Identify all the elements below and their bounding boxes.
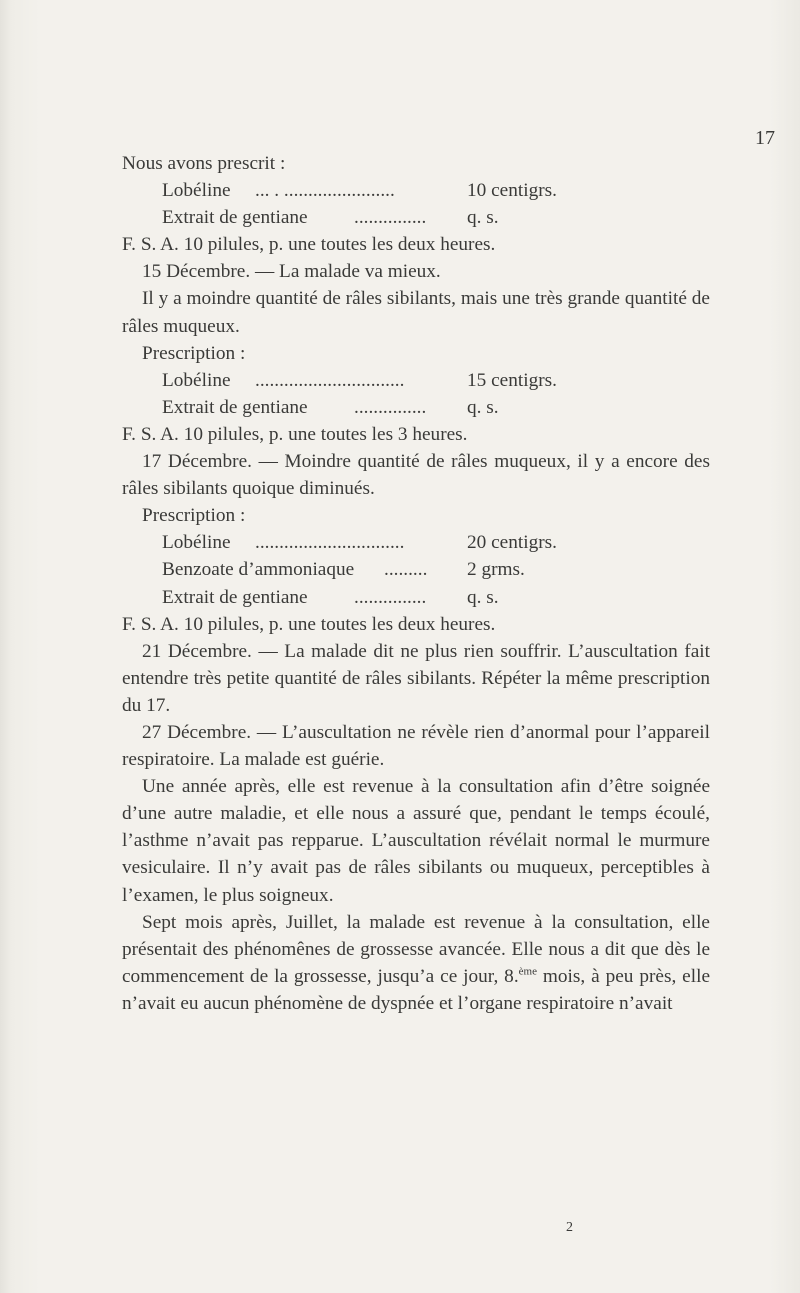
page-body [122,150,710,1017]
rx-leader: ............................... [255,369,405,391]
rx-item-qty: q. s. [467,396,499,418]
text-span: mois, à peu près, elle n’avait eu aucun phénomène de dyspnée et l’organe respiratoire n’avait [122,965,711,1014]
paragraph-21-dec: 21 Décembre. — La malade dit ne plus rien souffrir. L’auscultation fait entendre très petite quantité de râles sibilants. Répéter la même prescription du 17. [122,640,710,716]
rx-item-name: Extrait de gentiane [162,207,308,229]
rx-leader: ......... [384,559,428,581]
rx-item-qty: 10 centigrs. [467,180,557,202]
rx-leader: ............... [354,207,427,229]
paragraph-17-dec: 17 Décembre. — Moindre quantité de râles muqueux, il y a encore des râles sibilants quoique diminués. [122,451,710,500]
rx-item-qty: q. s. [467,207,499,229]
prescription-label: Prescription : [142,505,246,527]
rx-item-qty: q. s. [467,586,499,608]
rx-item-qty: 15 centigrs. [467,369,557,391]
rx-item-name: Lobéline [162,369,231,391]
fsa-line-1: F. S. A. 10 pilules, p. une toutes les deux heures. [122,234,496,256]
rx-item-name: Lobéline [162,532,231,554]
rx-item-qty: 2 grms. [467,559,525,581]
rx3-row-2 [122,556,710,583]
signature-mark: 2 [566,1220,573,1235]
superscript: ème [518,965,537,978]
rx-item-name: Lobéline [162,180,231,202]
rx-item-name: Extrait de gentiane [162,586,308,608]
rx1-row-1 [122,177,710,204]
prescription-label: Prescription : [142,342,246,364]
page-number: 17 [755,127,775,149]
paragraph-sept-mois [122,909,710,1017]
paragraph-27-dec: 27 Décembre. — L’auscultation ne révèle rien d’anormal pour l’appareil respiratoire. La malade est guérie. [122,721,710,771]
entry-15-dec: 15 Décembre. — La malade va mieux. [142,261,441,283]
rx2-row-2 [122,394,710,421]
rx-leader: ... . ....................... [255,180,395,202]
rx-item-qty: 20 centigrs. [467,532,557,554]
rx2-row-1 [122,367,710,394]
fsa-line-2: F. S. A. 10 pilules, p. une toutes les 3 heures. [122,423,468,445]
text-span: Sept mois après, Juillet, la malade est revenue à la consultation, elle présentait des phénomênes de grossesse avancée. Elle nous a dit que dès le commencement de la grossesse, jusqu’a ce jour, 8. [122,911,710,987]
rx3-row-3 [122,584,710,611]
rx-leader: ............................... [255,532,405,554]
rx-item-name: Benzoate d’ammoniaque [162,559,355,581]
rx-item-name: Extrait de gentiane [162,396,308,418]
rx-leader: ............... [354,396,427,418]
paragraph-annee-apres: Une année après, elle est revenue à la consultation afin d’être soignée d’une autre maladie, et elle nous a assuré que, pendant le temps écoulé, l’asthme n’avait pas repparue. L’auscultation révélait normal le murmure vesiculaire. Il n’y avait pas de râles sibilants ou muqueux, perceptibles à l’examen, le plus soigneux. [122,776,710,906]
fsa-line-3: F. S. A. 10 pilules, p. une toutes les deux heures. [122,613,496,635]
rx3-row-1 [122,529,710,556]
rx1-row-2 [122,204,710,231]
paragraph-15-dec: Il y a moindre quantité de râles sibilants, mais une très grande quantité de râles muqueux. [122,288,710,337]
intro-line: Nous avons prescrit : [122,153,286,174]
rx-leader: ............... [354,586,427,608]
